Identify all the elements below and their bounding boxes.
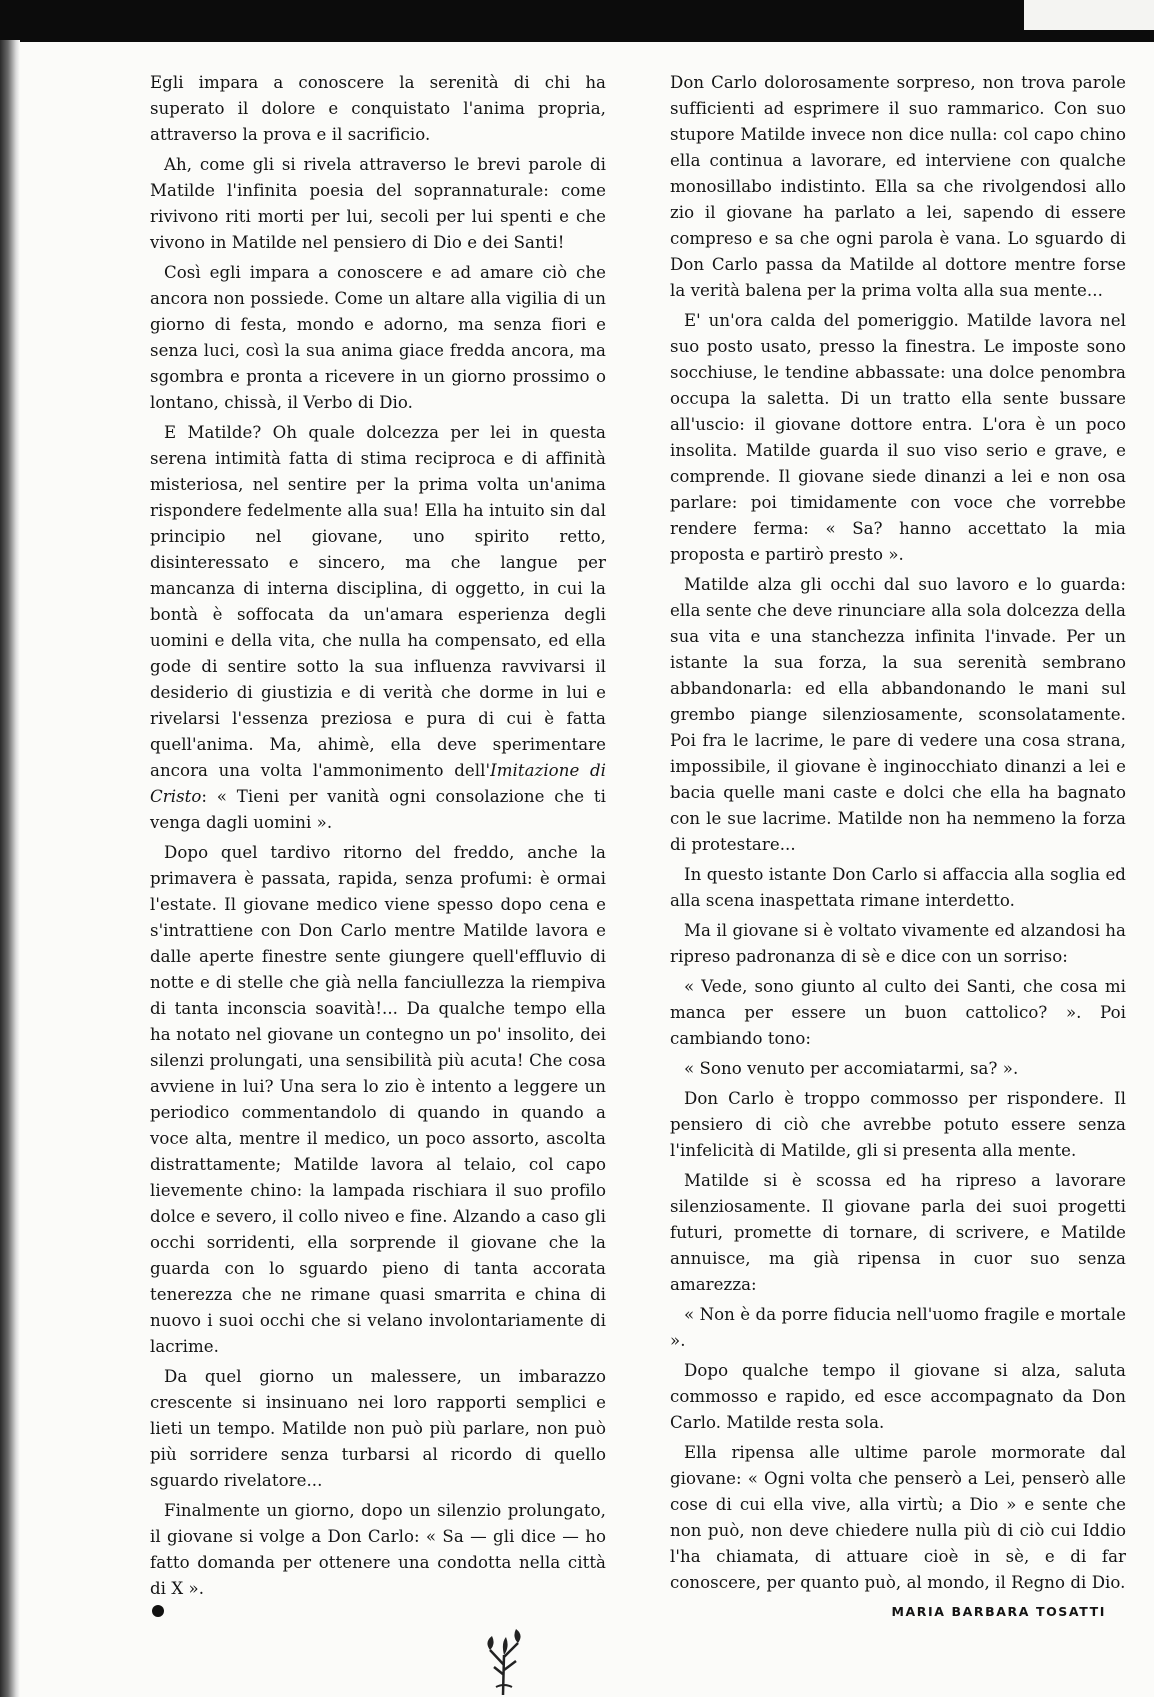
bullet-marker-icon [152,1605,164,1617]
paragraph: « Non è da porre fiducia nell'uomo fragile e mortale ». [670,1305,1126,1350]
magazine-page [150,70,1136,1670]
paragraph: « Vede, sono giunto al culto dei Santi, che cosa mi manca per essere un buon cattolico? ». Poi cambiando tono: [670,977,1126,1048]
paragraph: In questo istante Don Carlo si affaccia alla soglia ed alla scena inaspettata rimane interdetto. [670,865,1126,910]
plant-sketch-icon [468,1595,538,1695]
scan-left-edge-shadow [0,40,20,1697]
paragraph: E' un'ora calda del pomeriggio. Matilde lavora nel suo posto usato, presso la finestra. Le imposte sono socchiuse, le tendine abbassate: una dolce penombra occupa la saletta. Di un tratto ella sente bussare all'uscio: il giovane dottore entra. L'ora è un poco insolita. Matilde guarda il suo viso serio e grave, e comprende. Il giovane siede dinanzi a lei e non osa parlare: poi timidamente con voce che vorrebbe rendere ferma: « Sa? hanno accettato la mia proposta e partirò presto ». [670,311,1126,564]
paragraph: Egli impara a conoscere la serenità di chi ha superato il dolore e conquistato l'anima propria, attraverso la prova e il sacrificio. [150,73,606,144]
paragraph-text: E Matilde? Oh quale dolcezza per lei in questa serena intimità fatta di stima reciproca e di affinità misteriosa, nel sentire per la prima volta un'anima rispondere fedelmente alla sua! Ella ha intuito sin dal principio nel giovane, uno spirito retto, disinteressato e sincero, ma che langue per mancanza di interna disciplina, di oggetto, in cui la bontà è soffocata da un'amara esperienza degli uomini e della vita, che nulla ha compensato, ed ella gode di sentire sotto la sua influenza ravvivarsi il desiderio di giustizia e di verità che dorme in lui e rivelarsi l'essenza preziosa e pura di cui è fatta quell'anima. Ma, ahimè, ella deve sperimentare ancora una volta l'ammonimento dell' [150,423,606,780]
paragraph: « Sono venuto per accomiatarmi, sa? ». [684,1059,1019,1078]
paragraph-text: : « Tieni per vanità ogni consolazione che ti venga dagli uomini ». [150,787,606,832]
paragraph: Così egli impara a conoscere e ad amare ciò che ancora non possiede. Come un altare alla vigilia di un giorno di festa, mondo e adorno, ma senza fiori e senza luci, così la sua anima giace fredda ancora, ma sgombra e pronta a ricevere in un giorno prossimo o lontano, chissà, il Verbo di Dio. [150,263,606,412]
book-title: Imitazione di Cristo [150,761,607,806]
paragraph: Finalmente un giorno, dopo un silenzio prolungato, il giovane si volge a Don Carlo: « Sa — gli dice — ho fatto domanda per ottenere una condotta nella città di X ». [150,1501,606,1598]
paragraph: Don Carlo dolorosamente sorpreso, non trova parole sufficienti ad esprimere il suo rammarico. Con suo stupore Matilde invece non dice nulla: col capo chino ella continua a lavorare, ed interviene con qualche monosillabo indistinto. Ella sa che rivolgendosi allo zio il giovane ha parlato a lei, sapendo di essere compreso e sa che ogni parola è vana. Lo sguardo di Don Carlo passa da Matilde al dottore mentre forse la verità balena per la prima volta alla sua mente... [670,73,1126,300]
paragraph: Ah, come gli si rivela attraverso le brevi parole di Matilde l'infinita poesia del soprannaturale: come rivivono riti morti per lui, secoli per lui spenti e che vivono in Matilde nel pensiero di Dio e dei Santi! [150,155,606,252]
paragraph: Ella ripensa alle ultime parole mormorate dal giovane: « Ogni volta che penserò a Lei, penserò alle cose di cui ella vive, alla virtù; a Dio » e sente che non può, non deve chiedere nulla più di ciò cui Iddio l'ha chiamata, di attuare cioè in sè, e di far conoscere, per quanto può, al mondo, il Regno di Dio. [670,1443,1126,1592]
paragraph: Ma il giovane si è voltato vivamente ed alzandosi ha ripreso padronanza di sè e dice con un sorriso: [670,921,1126,966]
paragraph: Matilde alza gli occhi dal suo lavoro e lo guarda: ella sente che deve rinunciare alla sola dolcezza della sua vita e una stanchezza infinita l'invade. Per un istante la sua forza, la sua serenità sembrano abbandonarla: ed ella abbandonando le mani sul grembo piange silenziosamente, sconsolatamente. Poi fra le lacrime, le pare di vedere una cosa strana, impossibile, il giovane è inginocchiato dinanzi a lei e bacia quelle mani caste e dolci che ella ha bagnato con le sue lacrime. Matilde non ha nemmeno la forza di protestare... [670,575,1126,854]
paragraph: Matilde si è scossa ed ha ripreso a lavorare silenziosamente. Il giovane parla dei suoi progetti futuri, promette di tornare, di scrivere, e Matilde annuisce, ma già ripensa in cuor suo senza amarezza: [670,1171,1126,1294]
scan-top-corner [1024,0,1154,30]
paragraph: Don Carlo è troppo commosso per rispondere. Il pensiero di ciò che avrebbe potuto essere senza l'infelicità di Matilde, gli si presenta alla mente. [670,1089,1126,1160]
paragraph [150,420,606,836]
paragraph: Da quel giorno un malessere, un imbarazzo crescente si insinuano nei loro rapporti semplici e lieti un tempo. Matilde non può più parlare, non può più sorridere senza turbarsi al ricordo di quello sguardo rivelatore... [150,1367,606,1490]
right-column [670,70,1126,1600]
scan-top-border [0,0,1154,42]
paragraph: Dopo quel tardivo ritorno del freddo, anche la primavera è passata, rapida, senza profumi: è ormai l'estate. Il giovane medico viene spesso dopo cena e s'intrattiene con Don Carlo mentre Matilde lavora e dalle aperte finestre sente giungere quell'effluvio di notte e di stelle che già nella fanciullezza la riempiva di tanta inconscia soavità!... Da qualche tempo ella ha notato nel giovane un contegno un po' insolito, dei silenzi prolungati, una sensibilità più acuta! Che cosa avviene in lui? Una sera lo zio è intento a leggere un periodico commentandolo di quando in quando a voce alta, mentre il medico, un poco assorto, ascolta distrattamente; Matilde lavora al telaio, col capo lievemente chino: la lampada rischiara il suo profilo dolce e severo, il collo niveo e fine. Alzando a caso gli occhi sorridenti, ella sorprende il giovane che la guarda con lo sguardo pieno di tanta accorata tenerezza che ne rimane quasi smarrita e china di nuovo i suoi occhi che si velano involontariamente di lacrime. [150,843,606,1356]
left-column [150,70,606,1606]
paragraph: Dopo qualche tempo il giovane si alza, saluta commosso e rapido, ed esce accompagnato da Don Carlo. Matilde resta sola. [670,1361,1126,1432]
author-signature: MARIA BARBARA TOSATTI [891,1604,1106,1619]
